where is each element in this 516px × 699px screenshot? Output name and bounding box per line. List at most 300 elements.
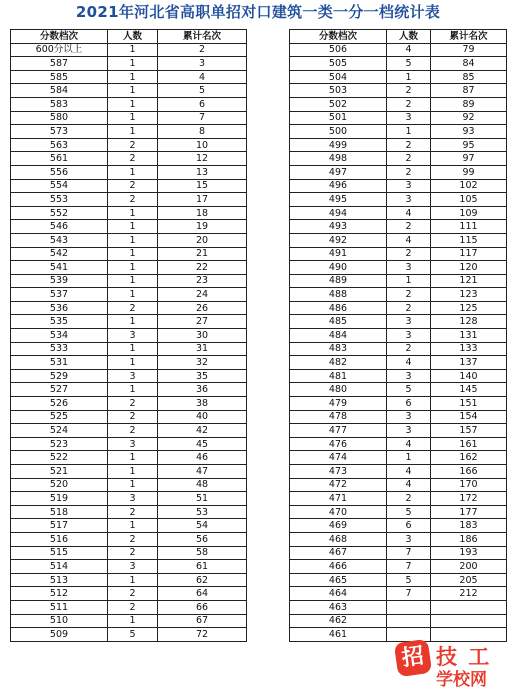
table-row: [290, 138, 507, 152]
table-row: [290, 111, 507, 125]
cell-score: 516: [11, 532, 108, 546]
cell-count: 4: [387, 465, 431, 479]
cell-rank: 166: [431, 465, 507, 479]
cell-rank: 8: [158, 125, 247, 139]
cell-score: 465: [290, 573, 387, 587]
cell-score: 541: [11, 261, 108, 275]
cell-score: 518: [11, 505, 108, 519]
cell-count: 1: [108, 125, 158, 139]
cell-rank: 10: [158, 138, 247, 152]
cell-rank: 6: [158, 97, 247, 111]
cell-rank: 170: [431, 478, 507, 492]
cell-count: 2: [387, 247, 431, 261]
cell-score: 505: [290, 57, 387, 71]
cell-score: 524: [11, 424, 108, 438]
cell-rank: 54: [158, 519, 247, 533]
cell-score: 522: [11, 451, 108, 465]
table-row: [290, 519, 507, 533]
cell-rank: 200: [431, 560, 507, 574]
cell-count: 6: [387, 397, 431, 411]
cell-rank: 95: [431, 138, 507, 152]
watermark-subtext: 学校网: [436, 670, 487, 690]
cell-score: 470: [290, 505, 387, 519]
cell-score: 488: [290, 288, 387, 302]
table-row: [290, 315, 507, 329]
cell-rank: 131: [431, 329, 507, 343]
cell-score: 472: [290, 478, 387, 492]
cell-count: 2: [108, 424, 158, 438]
cell-count: 2: [387, 138, 431, 152]
cell-rank: 89: [431, 97, 507, 111]
header-score: 分数档次: [11, 30, 108, 44]
cell-rank: 40: [158, 410, 247, 424]
table-row: [290, 165, 507, 179]
table-row: [11, 451, 247, 465]
cell-score: 471: [290, 492, 387, 506]
cell-rank: 42: [158, 424, 247, 438]
cell-score: 573: [11, 125, 108, 139]
cell-rank: [431, 614, 507, 628]
table-row: [290, 125, 507, 139]
table-row: [11, 587, 247, 601]
cell-rank: 205: [431, 573, 507, 587]
cell-score: 526: [11, 397, 108, 411]
table-row: [11, 97, 247, 111]
table-row: [290, 505, 507, 519]
table-row: [11, 288, 247, 302]
cell-score: 580: [11, 111, 108, 125]
cell-count: 4: [387, 206, 431, 220]
table-row: [290, 329, 507, 343]
table-row: [11, 614, 247, 628]
table-row: [290, 397, 507, 411]
table-row: [11, 505, 247, 519]
cell-score: 498: [290, 152, 387, 166]
cell-rank: 151: [431, 397, 507, 411]
table-row: [11, 437, 247, 451]
table-row: [11, 356, 247, 370]
cell-rank: 117: [431, 247, 507, 261]
cell-rank: 125: [431, 301, 507, 315]
cell-count: 2: [108, 587, 158, 601]
cell-count: 3: [387, 369, 431, 383]
score-table-right: [289, 29, 507, 642]
table-row: [290, 193, 507, 207]
cell-score: 467: [290, 546, 387, 560]
cell-rank: 66: [158, 600, 247, 614]
cell-rank: 109: [431, 206, 507, 220]
header-count: 人数: [108, 30, 158, 44]
cell-rank: 47: [158, 465, 247, 479]
cell-score: 527: [11, 383, 108, 397]
cell-count: 1: [387, 274, 431, 288]
cell-rank: 19: [158, 220, 247, 234]
table-row: [290, 492, 507, 506]
cell-score: 463: [290, 600, 387, 614]
cell-rank: 193: [431, 546, 507, 560]
cell-score: 563: [11, 138, 108, 152]
table-row: [11, 165, 247, 179]
cell-score: 512: [11, 587, 108, 601]
cell-score: 584: [11, 84, 108, 98]
cell-rank: 27: [158, 315, 247, 329]
cell-rank: 30: [158, 329, 247, 343]
table-row: [290, 424, 507, 438]
cell-count: 3: [387, 424, 431, 438]
table-row: [290, 342, 507, 356]
table-row: [11, 247, 247, 261]
cell-rank: 93: [431, 125, 507, 139]
table-row: [11, 233, 247, 247]
cell-count: 3: [387, 261, 431, 275]
table-row: [11, 342, 247, 356]
cell-count: 3: [387, 315, 431, 329]
cell-rank: 145: [431, 383, 507, 397]
cell-count: 2: [387, 220, 431, 234]
cell-count: 2: [108, 532, 158, 546]
cell-count: 1: [108, 451, 158, 465]
table-row: [290, 301, 507, 315]
cell-count: 1: [108, 70, 158, 84]
cell-rank: 154: [431, 410, 507, 424]
cell-count: 2: [387, 84, 431, 98]
cell-rank: 5: [158, 84, 247, 98]
cell-count: 3: [108, 369, 158, 383]
cell-score: 462: [290, 614, 387, 628]
table-row: [290, 560, 507, 574]
cell-score: 461: [290, 628, 387, 642]
cell-score: 539: [11, 274, 108, 288]
cell-score: 529: [11, 369, 108, 383]
cell-score: 499: [290, 138, 387, 152]
table-row: [290, 410, 507, 424]
table-row: [290, 206, 507, 220]
cell-score: 535: [11, 315, 108, 329]
table-row: [11, 329, 247, 343]
cell-score: 479: [290, 397, 387, 411]
cell-count: 1: [108, 342, 158, 356]
table-row: [290, 57, 507, 71]
table-row: [290, 97, 507, 111]
cell-rank: 123: [431, 288, 507, 302]
cell-count: 1: [108, 247, 158, 261]
cell-score: 466: [290, 560, 387, 574]
cell-rank: 111: [431, 220, 507, 234]
cell-count: 2: [108, 410, 158, 424]
header-count: 人数: [387, 30, 431, 44]
table-row: [11, 111, 247, 125]
cell-score: 536: [11, 301, 108, 315]
table-row: [11, 301, 247, 315]
cell-rank: 7: [158, 111, 247, 125]
cell-score: 513: [11, 573, 108, 587]
cell-rank: 21: [158, 247, 247, 261]
cell-count: 3: [387, 179, 431, 193]
cell-score: 587: [11, 57, 108, 71]
cell-score: 503: [290, 84, 387, 98]
cell-rank: 46: [158, 451, 247, 465]
cell-rank: 186: [431, 532, 507, 546]
cell-count: 3: [387, 410, 431, 424]
cell-count: [387, 614, 431, 628]
cell-rank: 45: [158, 437, 247, 451]
page-title: 2021年河北省高职单招对口建筑一类一分一档统计表: [75, 3, 441, 21]
cell-score: 515: [11, 546, 108, 560]
cell-rank: 102: [431, 179, 507, 193]
cell-score: 537: [11, 288, 108, 302]
cell-rank: 4: [158, 70, 247, 84]
table-row: [11, 70, 247, 84]
table-row: [290, 546, 507, 560]
cell-count: 4: [387, 43, 431, 57]
cell-count: 2: [387, 288, 431, 302]
cell-rank: 212: [431, 587, 507, 601]
table-row: [290, 288, 507, 302]
cell-score: 490: [290, 261, 387, 275]
table-row: [11, 193, 247, 207]
cell-count: 1: [387, 70, 431, 84]
cell-score: 552: [11, 206, 108, 220]
cell-rank: 64: [158, 587, 247, 601]
cell-score: 520: [11, 478, 108, 492]
cell-count: 5: [387, 573, 431, 587]
cell-count: 1: [108, 288, 158, 302]
table-row: [290, 587, 507, 601]
cell-count: 1: [108, 206, 158, 220]
table-row: [11, 383, 247, 397]
cell-rank: 36: [158, 383, 247, 397]
table-row: [290, 233, 507, 247]
table-row: [290, 179, 507, 193]
table-row: [11, 410, 247, 424]
cell-count: 4: [387, 478, 431, 492]
cell-count: 6: [387, 519, 431, 533]
table-row: [290, 383, 507, 397]
cell-rank: 105: [431, 193, 507, 207]
cell-count: 7: [387, 560, 431, 574]
cell-rank: 67: [158, 614, 247, 628]
table-row: [290, 84, 507, 98]
table-row: [290, 600, 507, 614]
table-row: [290, 614, 507, 628]
cell-count: 4: [387, 437, 431, 451]
cell-count: 1: [108, 233, 158, 247]
cell-count: 1: [108, 261, 158, 275]
cell-count: 3: [387, 329, 431, 343]
cell-score: 542: [11, 247, 108, 261]
cell-rank: 22: [158, 261, 247, 275]
table-row: [290, 43, 507, 57]
cell-count: 4: [387, 356, 431, 370]
cell-score: 494: [290, 206, 387, 220]
table-row: [11, 628, 247, 642]
cell-count: 5: [387, 383, 431, 397]
cell-count: 7: [387, 546, 431, 560]
cell-score: 519: [11, 492, 108, 506]
cell-score: 600分以上: [11, 43, 108, 57]
cell-rank: 2: [158, 43, 247, 57]
table-row: [290, 261, 507, 275]
table-row: [290, 152, 507, 166]
cell-rank: 61: [158, 560, 247, 574]
cell-score: 478: [290, 410, 387, 424]
cell-count: 2: [387, 342, 431, 356]
cell-rank: 38: [158, 397, 247, 411]
cell-rank: 85: [431, 70, 507, 84]
cell-rank: 35: [158, 369, 247, 383]
table-row: [11, 274, 247, 288]
table-row: [11, 560, 247, 574]
cell-score: 485: [290, 315, 387, 329]
table-row: [290, 478, 507, 492]
table-row: [290, 532, 507, 546]
cell-score: 583: [11, 97, 108, 111]
cell-count: 3: [108, 329, 158, 343]
cell-count: 4: [387, 233, 431, 247]
cell-rank: 97: [431, 152, 507, 166]
cell-count: 2: [108, 397, 158, 411]
cell-score: 486: [290, 301, 387, 315]
cell-count: 2: [108, 152, 158, 166]
cell-score: 517: [11, 519, 108, 533]
cell-rank: 161: [431, 437, 507, 451]
cell-rank: 120: [431, 261, 507, 275]
table-row: [11, 478, 247, 492]
cell-rank: 172: [431, 492, 507, 506]
table-row: [11, 57, 247, 71]
table-row: [11, 397, 247, 411]
cell-count: 2: [387, 97, 431, 111]
cell-rank: 162: [431, 451, 507, 465]
cell-rank: 26: [158, 301, 247, 315]
cell-score: 514: [11, 560, 108, 574]
cell-rank: 183: [431, 519, 507, 533]
cell-count: 2: [387, 152, 431, 166]
table-row: [290, 465, 507, 479]
cell-rank: 72: [158, 628, 247, 642]
cell-count: 1: [108, 519, 158, 533]
cell-rank: 20: [158, 233, 247, 247]
cell-count: 2: [387, 492, 431, 506]
cell-rank: [431, 600, 507, 614]
cell-score: 496: [290, 179, 387, 193]
table-row: [11, 546, 247, 560]
cell-count: 2: [108, 600, 158, 614]
cell-count: 1: [108, 315, 158, 329]
cell-score: 554: [11, 179, 108, 193]
table-row: [290, 451, 507, 465]
cell-count: 3: [387, 111, 431, 125]
cell-score: 500: [290, 125, 387, 139]
cell-count: 1: [108, 220, 158, 234]
cell-count: 1: [387, 125, 431, 139]
table-row: [290, 369, 507, 383]
cell-rank: 48: [158, 478, 247, 492]
table-row: [11, 84, 247, 98]
table-row: [290, 274, 507, 288]
cell-count: 1: [108, 111, 158, 125]
table-row: [11, 206, 247, 220]
cell-count: 2: [108, 193, 158, 207]
cell-score: 533: [11, 342, 108, 356]
cell-count: 1: [108, 383, 158, 397]
cell-count: 1: [108, 84, 158, 98]
cell-score: 492: [290, 233, 387, 247]
cell-rank: 128: [431, 315, 507, 329]
cell-rank: 84: [431, 57, 507, 71]
cell-count: 3: [108, 492, 158, 506]
cell-score: 531: [11, 356, 108, 370]
cell-score: 491: [290, 247, 387, 261]
cell-rank: 140: [431, 369, 507, 383]
cell-count: 2: [108, 179, 158, 193]
header-score: 分数档次: [290, 30, 387, 44]
cell-count: 2: [108, 546, 158, 560]
cell-score: 543: [11, 233, 108, 247]
table-row: [11, 519, 247, 533]
cell-rank: 121: [431, 274, 507, 288]
cell-score: 585: [11, 70, 108, 84]
table-row: [11, 492, 247, 506]
table-row: [11, 179, 247, 193]
cell-count: 5: [108, 628, 158, 642]
cell-count: 3: [108, 560, 158, 574]
cell-score: 497: [290, 165, 387, 179]
table-row: [11, 43, 247, 57]
cell-score: 504: [290, 70, 387, 84]
table-row: [290, 356, 507, 370]
cell-rank: 17: [158, 193, 247, 207]
cell-rank: 18: [158, 206, 247, 220]
cell-score: 502: [290, 97, 387, 111]
table-row: [11, 220, 247, 234]
cell-count: 1: [387, 451, 431, 465]
table-row: [290, 220, 507, 234]
cell-score: 489: [290, 274, 387, 288]
cell-count: 1: [108, 478, 158, 492]
cell-count: 7: [387, 587, 431, 601]
cell-count: 2: [108, 138, 158, 152]
cell-score: 506: [290, 43, 387, 57]
cell-score: 481: [290, 369, 387, 383]
cell-score: 480: [290, 383, 387, 397]
cell-score: 464: [290, 587, 387, 601]
cell-rank: 13: [158, 165, 247, 179]
cell-score: 523: [11, 437, 108, 451]
cell-count: 5: [387, 57, 431, 71]
cell-rank: 53: [158, 505, 247, 519]
table-row: [11, 532, 247, 546]
cell-count: 2: [387, 165, 431, 179]
cell-rank: 23: [158, 274, 247, 288]
cell-score: 510: [11, 614, 108, 628]
cell-score: 474: [290, 451, 387, 465]
cell-score: 525: [11, 410, 108, 424]
cell-score: 495: [290, 193, 387, 207]
cell-count: 2: [108, 301, 158, 315]
table-row: [290, 247, 507, 261]
cell-score: 556: [11, 165, 108, 179]
cell-rank: 133: [431, 342, 507, 356]
cell-count: 3: [108, 437, 158, 451]
cell-score: 477: [290, 424, 387, 438]
cell-count: 1: [108, 43, 158, 57]
cell-rank: 87: [431, 84, 507, 98]
cell-score: 469: [290, 519, 387, 533]
cell-count: 3: [387, 193, 431, 207]
cell-rank: 137: [431, 356, 507, 370]
cell-score: 501: [290, 111, 387, 125]
